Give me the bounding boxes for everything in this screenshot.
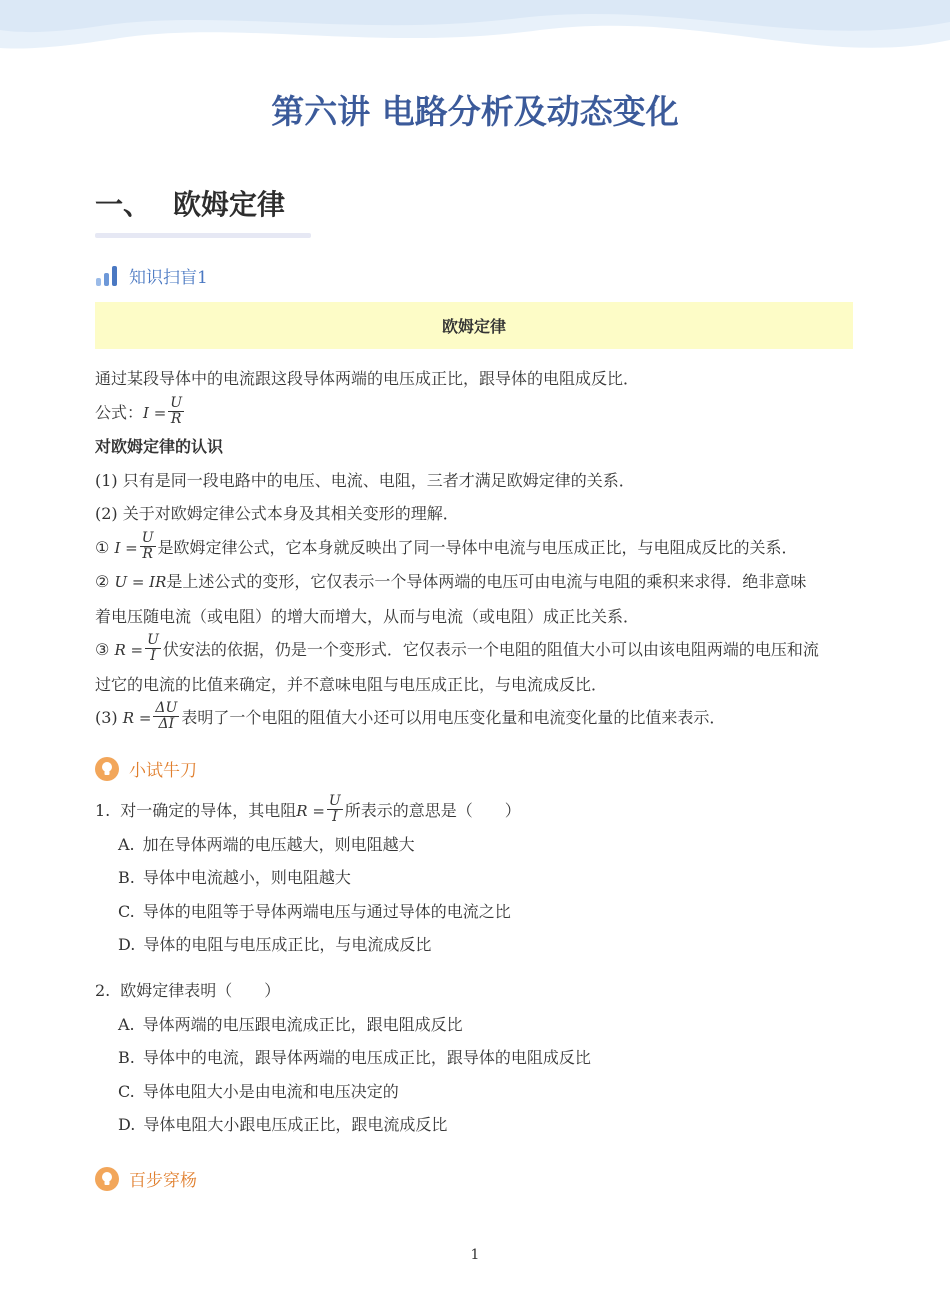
section-title: 欧姆定律 [173, 188, 286, 221]
section-number: 一、 [95, 188, 152, 221]
circle-item-2: ② U = IR是上述公式的变形，它仅表示一个导体两端的电压可由电流与电阻的乘积来求得．绝非意味 [95, 572, 807, 591]
lightbulb-icon [95, 757, 119, 781]
practice-text-2: 百步穿杨 [129, 1171, 197, 1191]
knowledge-scan-label [95, 263, 208, 288]
option-b[interactable]: B. 导体中的电流，跟导体两端的电压成正比，跟导体的电阻成反比 [118, 1048, 591, 1067]
practice-text: 小试牛刀 [129, 761, 197, 781]
knowledge-scan-text: 知识扫盲1 [129, 268, 208, 288]
option-a[interactable]: A. 加在导体两端的电压越大，则电阻越大 [118, 834, 415, 854]
lightbulb-icon [95, 1167, 119, 1191]
section-heading [95, 183, 285, 223]
question-2 [95, 974, 855, 1142]
option-c[interactable]: C. 导体电阻大小是由电流和电压决定的 [118, 1081, 399, 1101]
item-2: (2) 关于对欧姆定律公式本身及其相关变形的理解． [95, 504, 459, 523]
section-underline [95, 233, 311, 238]
option-c[interactable]: C. 导体的电阻等于导体两端电压与通过导体的电流之比 [118, 901, 511, 921]
topic-box [95, 302, 853, 349]
page-number: 1 [470, 1247, 480, 1263]
option-d[interactable]: D. 导体的电阻与电压成正比，与电流成反比 [118, 935, 432, 954]
option-b[interactable]: B. 导体中电流越小，则电阻越大 [118, 868, 351, 887]
practice-label [95, 756, 197, 781]
formula-line: 公式：I = $\frac{U}{R}$ [95, 394, 183, 427]
circle-item-3: ③ R = $\frac{U}{I}$ 伏安法的依据，仍是一个变形式．它仅表示一个电阻的阻值大小可以由该电阻两端的电压和流 [95, 632, 819, 664]
understanding-heading: 对欧姆定律的认识 [95, 437, 224, 456]
practice-label-2 [95, 1166, 197, 1191]
option-d[interactable]: D. 导体电阻大小跟电压成正比，跟电流成反比 [118, 1115, 448, 1134]
item-1: (1) 只有是同一段电路中的电压、电流、电阻，三者才满足欧姆定律的关系． [95, 470, 635, 490]
page-title: 第六讲 电路分析及动态变化 [271, 92, 679, 131]
question-2-stem: 2. 欧姆定律表明（ ） [95, 981, 281, 1000]
topic-box-title: 欧姆定律 [441, 317, 506, 336]
option-a[interactable]: A. 导体两端的电压跟电流成正比，跟电阻成反比 [118, 1014, 463, 1034]
content-body [95, 362, 855, 736]
formula-fraction: $\frac{U}{R}$ [170, 394, 183, 427]
circle-item-2-cont: 着电压随电流（或电阻）的增大而增大，从而与电流（或电阻）成正比关系． [95, 606, 640, 626]
circle-item-3-cont: 过它的电流的比值来确定，并不意味电阻与电压成正比，与电流成反比． [95, 674, 608, 694]
definition-paragraph: 通过某段导体中的电流跟这段导体两端的电压成正比，跟导体的电阻成反比． [95, 369, 640, 388]
question-1 [95, 794, 855, 962]
item-3: (3) R = $\frac{\Delta U}{\Delta I}$ 表明了一个电阻的阻值大小还可以用电压变化量和电流变化量的比值来表示． [95, 700, 726, 732]
bar-chart-icon [95, 265, 119, 287]
circle-item-1: ① I = $\frac{U}{R}$ 是欧姆定律公式，它本身就反映出了同一导体中电流与电压成正比，与电阻成反比的关系． [95, 529, 798, 562]
header-wave-decoration [0, 0, 950, 70]
question-1-stem: 1. 对一确定的导体，其电阻R = $\frac{U}{I}$ 所表示的意思是（ ） [95, 793, 521, 825]
